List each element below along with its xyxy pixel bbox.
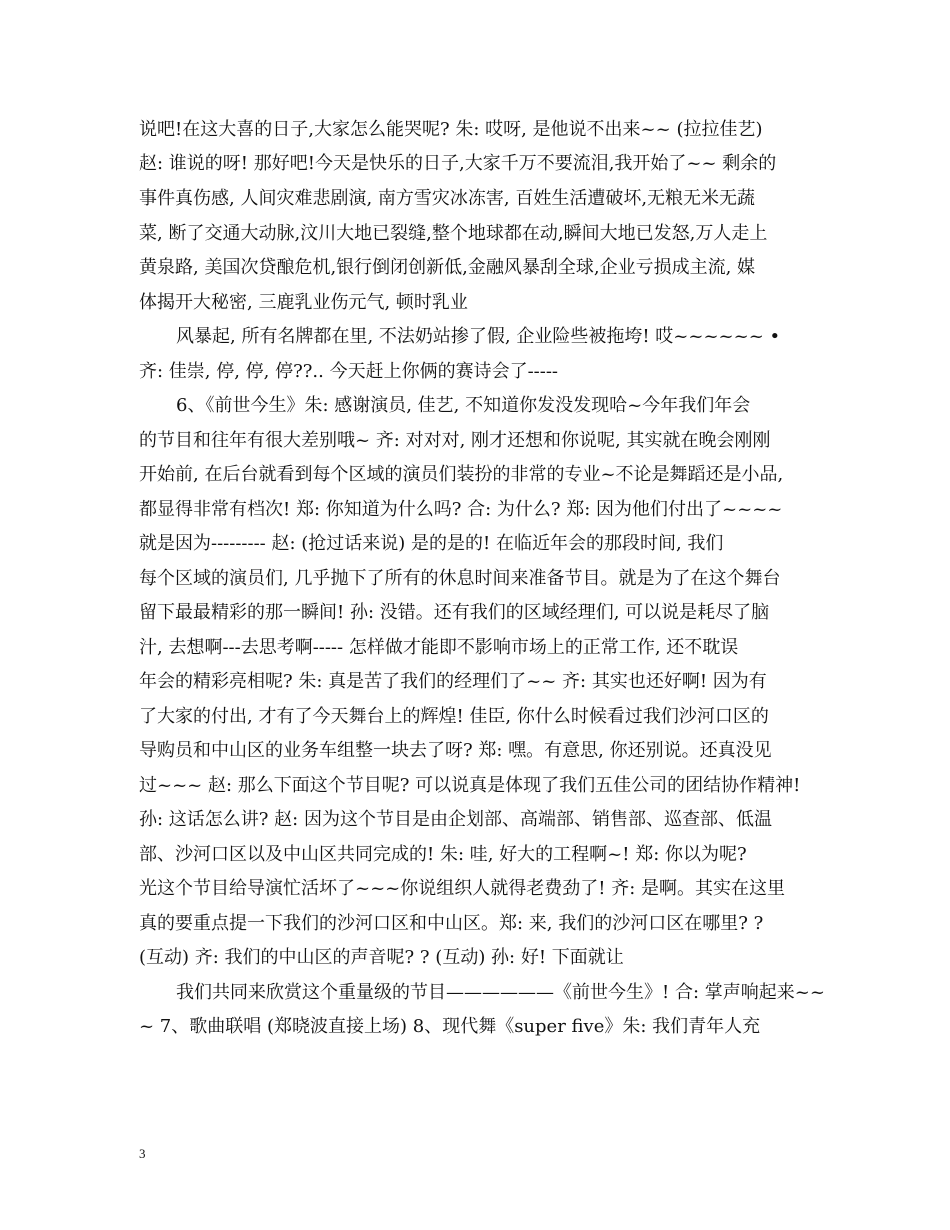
- text-line: 导购员和中山区的业务车组整一块去了呀? 郑: 嘿。有意思, 你还别说。还真没见: [139, 740, 772, 761]
- text-line: 我们共同来欣赏这个重量级的节目——————《前世今生》! 合: 掌声响起来~~: [176, 982, 825, 1003]
- text-line: 年会的精彩亮相呢? 朱: 真是苦了我们的经理们了~~ 齐: 其实也还好啊! 因为有: [139, 671, 767, 692]
- text-line: (互动) 齐: 我们的中山区的声音呢? ? (互动) 孙: 好! 下面就让: [139, 947, 624, 968]
- text-line: 开始前, 在后台就看到每个区域的演员们装扮的非常的专业~不论是舞蹈还是小品,: [139, 464, 784, 485]
- text-line: ~ 7、歌曲联唱 (郑晓波直接上场) 8、现代舞《super five》朱: 我们青年人充: [139, 1016, 761, 1037]
- text-line: 每个区域的演员们, 几乎抛下了所有的休息时间来准备节目。就是为了在这个舞台: [139, 568, 781, 589]
- text-line: 光这个节目给导演忙活坏了~~~你说组织人就得老费劲了! 齐: 是啊。其实在这里: [139, 878, 785, 899]
- page-number: 3: [139, 1146, 146, 1161]
- text-line: 6、《前世今生》朱: 感谢演员, 佳艺, 不知道你发没发现哈~今年我们年会: [176, 395, 751, 416]
- text-line: 说吧!在这大喜的日子,大家怎么能哭呢? 朱: 哎呀, 是他说不出来~~ (拉拉佳艺): [139, 119, 763, 140]
- text-line: 都显得非常有档次! 郑: 你知道为什么吗? 合: 为什么? 郑: 因为他们付出了~~~~: [139, 499, 783, 520]
- text-line: 留下最最精彩的那一瞬间! 孙: 没错。还有我们的区域经理们, 可以说是耗尽了脑: [139, 602, 770, 623]
- text-line: 赵: 谁说的呀! 那好吧!今天是快乐的日子,大家千万不要流泪,我开始了~~ 剩余的: [139, 153, 777, 174]
- text-line: 事件真伤感, 人间灾难悲剧演, 南方雪灾冰冻害, 百姓生活遭破坏,无粮无米无蔬: [139, 188, 756, 209]
- text-line: 菜, 断了交通大动脉,汶川大地已裂缝,整个地球都在动,瞬间大地已发怒,万人走上: [139, 223, 768, 244]
- text-line: 体揭开大秘密, 三鹿乳业伤元气, 顿时乳业: [139, 292, 468, 313]
- text-line: 部、沙河口区以及中山区共同完成的! 朱: 哇, 好大的工程啊~! 郑: 你以为呢?: [139, 844, 747, 865]
- text-line: 孙: 这话怎么讲? 赵: 因为这个节目是由企划部、高端部、销售部、巡查部、低温: [139, 809, 772, 830]
- text-line: 黄泉路, 美国次贷酿危机,银行倒闭创新低,金融风暴刮全球,企业亏损成主流, 媒: [139, 257, 756, 278]
- text-line: 的节目和往年有很大差别哦~ 齐: 对对对, 刚才还想和你说呢, 其实就在晚会刚刚: [139, 430, 771, 451]
- text-line: 汁, 去想啊---去思考啊----- 怎样做才能即不影响市场上的正常工作, 还不耽误: [139, 637, 739, 658]
- text-line: 了大家的付出, 才有了今天舞台上的辉煌! 佳臣, 你什么时候看过我们沙河口区的: [139, 706, 769, 727]
- text-line: 过~~~ 赵: 那么下面这个节目呢? 可以说真是体现了我们五佳公司的团结协作精神!: [139, 775, 801, 796]
- text-line: 就是因为--------- 赵: (抢过话来说) 是的是的! 在临近年会的那段时间, 我们: [139, 533, 724, 554]
- text-line: 真的要重点提一下我们的沙河口区和中山区。郑: 来, 我们的沙河口区在哪里? ?: [139, 913, 764, 934]
- text-line: 风暴起, 所有名牌都在里, 不法奶站掺了假, 企业险些被拖垮! 哎~~~~~~ •: [176, 326, 781, 347]
- text-line: 齐: 佳崇, 停, 停, 停??.. 今天赶上你俩的赛诗会了-----: [139, 361, 558, 382]
